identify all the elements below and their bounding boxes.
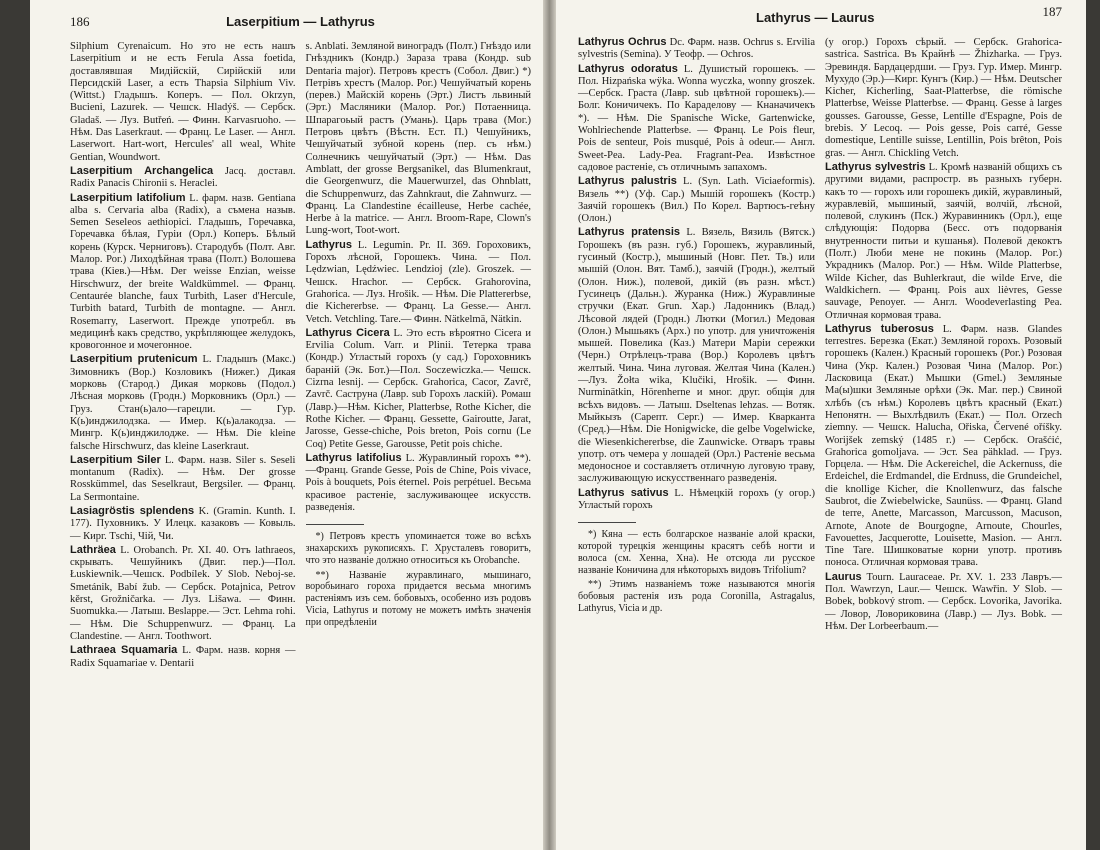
dictionary-entry — [70, 644, 296, 670]
left-running-title: Laserpitium — Lathyrus — [226, 14, 375, 29]
dictionary-entry: Silphium Cyrenaicum. Но это не есть нашъ Laserpitium и не есть Ferula Assa foetida, доставлявшая Мидійскій, Сирійскій или Персидскій Laser, а есть Thapsia Silphium Viv. (Wittst.) Гладышъ. Коперъ. — Пол. Okrzyn, Bucieni, Lazurek. — Чешск. Hladýš. — Сербск. Gladaš. — Луз. Butřeń. — Финн. Karvasruoho. — Нѣм. Das Laserkraut. — Франц. Le Laser. — Англ. Laserwort. Hart-wort, Hercules' all weal, White Gentian, Woundwort. — [70, 41, 296, 163]
dictionary-entry — [70, 454, 296, 504]
dictionary-entry — [578, 36, 815, 62]
entry-text: L. Душистый горошекъ. — Пол. Hizpańska wÿka. Wonna wyczka, wonny groszek.—Сербск. Граста (Лавр. sub цвѣтной горошекъ).— Болг. Коничичекъ. По Караделову — Кнаначичекъ *). — Нѣм. Die Spanische Wicke, Gartenwicke, Wohlriechende Platterbse. — Франц. Le Pois fleur, Pois de senteur, Pois musqué, Pois à odeur.— Англ. Sweet-Pea. Lady-Pea. Fragrant-Pea. Извѣстное садовое растеніе, съ отличнымъ запахомъ. — [578, 63, 815, 173]
entry-text: L. Нѣмецкій горохъ (у огор.) Угластый горохъ — [578, 487, 816, 511]
dictionary-entry: (у огор.) Горохъ сѣрый. — Сербск. Grahorica-sastrica. Sastrica. Въ Крайнѣ — Žhizharka. — Груз. Эревиндя. Бардацердши. — Груз. Гур. Имер. Мингр. Мухудо (Эр.)—Кирг. Кунгъ (Кир.) — Нѣм. Deutscher Kicher, Kicherling, Saat-Platterbse, die römische Platterbse, Weisse Platterbse. — Франц. Gesse à larges gousses. Garousse, Gesse, Lentille d'Espagne, Pois de brebis. У Lecoq. — Pois gesse, Pois carré, Gesse domestique, Lentille suisse, Lentillin, Pois brêton, Pois gras. — Англ. Chickling Vetch. — [825, 37, 1062, 159]
right-column-2 — [825, 36, 1062, 634]
dictionary-entry — [306, 327, 532, 451]
dictionary-entry — [578, 63, 815, 175]
entry-headword: Lathyrus sativus — [578, 486, 669, 499]
entry-headword: Laserpitium Archangelica — [70, 164, 214, 177]
entry-headword: Lasiagröstis splendens — [70, 504, 195, 517]
entry-headword: Lathyrus palustris — [578, 175, 677, 188]
entry-headword: Laserpitium Siler — [70, 453, 161, 466]
entry-headword: Lathyrus Ochrus — [578, 36, 667, 48]
right-running-title: Lathyrus — Laurus — [756, 10, 875, 25]
left-page-number: 186 — [70, 14, 90, 29]
dictionary-entry: s. Anblati. Земляной виноградъ (Полт.) Гнѣздо или Гнѣздникъ (Кондр.) Зараза трава (Кондр. sub Dentaria major). Петровъ крестъ (Собол. Двиг.) *) Петрівъ хрестъ (Малор. Рог.) Чешуйчатый корень (перев.) Майскій корень (Эрт.) Листъ львиный (Эрт.) Масляники (Малор. Рог.) Потаенница. Шпарагоьый растъ (Умань). Царь трава (Мог.) Петровъ цвѣтъ (Вѣстн. Ест. П.) Чешуйникъ, Чешуйчатый зубной корень (пер. съ нѣм.) Солнечникъ чешуйчатый (Эрт.) — Нѣм. Das Amblatt, der grosse Bergsanikel, das Blumenkraut, die Georgenwurz, die Mauerwurzel, das Ohnblatt, die Schuppenwurz, das Zahnkraut, die Zahnwurz. — Франц. La Clandestine écailleuse, Herbe cachée, Herbe à la matrice. — Англ. Broom-Rape, Clown's Lung-wort, Toot-wort. — [305, 41, 531, 237]
dictionary-entry — [306, 452, 532, 514]
entry-text: L. Гладышъ (Макс.) Зимовникъ (Вор.) Козловикъ (Нижег.) Дикая морковь (Старод.) Дикая морковь (Подол.) Лѣсная морковь (Гродн.) Морковникъ (Орл.) — Груз. Стан(ь)ало—гарецли. — Гур. К(ь)инджилодзка. — Имер. К(ь)алакодза. — Мингр. К(ь)инджилодже. — Нѣм. Die kleine falsche Hirschwurz, das kleine Laserkraut. — [70, 354, 296, 452]
entry-text: L. Кромѣ названій общихъ съ другими видами, распростр. въ разныхъ губерн. какъ то — горохъ или горошекъ дикій, журавлиный, журавлевій, мышиный, заячій, волчій, лѣсной, полевой, слукинъ (Пск.) Журавинникъ (Орл.), еще слѣдующія: Подорва (Бесс. отъ подорванія внутренности питьи и кушанья). Полевой декоктъ (Полт.) Люби мене не покинь (Малор. Рог.) Украдникъ (Малор. Рог.) — Нѣм. Wilde Platterbse, Wilde Kicher, das Buhlerkraut, die wilde Erve, die Waldkichern. — Франц. Pois aux lièvres, Gesse sauvage, Penoyer. — Англ. Woodeverlasting Pea. Отличная кормовая трава. — [825, 161, 1063, 321]
entry-headword: Lathraea Squamaria — [70, 644, 178, 657]
left-page — [30, 0, 543, 850]
left-column-1 — [70, 40, 296, 671]
entry-text: L. Фарм. назв. Siler s. Seseli montanum (Radix). — Нѣм. Der grosse Rosskümmel, das Seselkraut, Bergsiler. — Франц. La Sermontaine. — [70, 454, 296, 503]
footnote: *) Кяна — есть болгарское названіе алой краски, которой турецкія женщины красятъ себѣ ногти и волоса (см. Хенна, Хна). Не отсюда ли русское названіе Коничина для нѣкоторыхъ видовъ Trifolium? — [578, 529, 815, 576]
entry-text: L. Это есть вѣроятно Cicera и Ervilia Colum. Varr. и Plinii. Тетерка трава (Кондр.) Угластый горохъ (у сад.) Гороховникъ бараній (Эк. Бот.)—Пол. Soczewiczka.— Чешск. Cizrna lesnij. — Сербск. Grahorica, Cacor, Zavrč, Zavrč. Саструна (Лавр. sub Горохъ ласкій). Ромаш (Лавр.)—Нѣм. Kicher, Platterbse, Rothe Kicher, die Rothe Kicher. — Франц. Gessette, Gairoutte, Jarat, Jarosse, Gesse-chiche, Pois breton, Pois cornu (Le Coq) Petite Gesse, Garousse, Petit pois chiche. — [305, 327, 531, 450]
footnote: *) Петровъ крестъ упоминается тоже во всѣхъ знахарскихъ рукописяхъ. Г. Хрусталевъ говоритъ, что это названіе должно относиться къ Orobanche. — [305, 531, 531, 566]
dictionary-entry — [825, 161, 1062, 322]
dictionary-entry — [70, 544, 296, 643]
dictionary-entry — [70, 505, 296, 543]
dictionary-entry — [578, 175, 815, 225]
book-gutter — [543, 0, 556, 850]
entry-headword: Laserpitium latifolium — [70, 191, 186, 204]
dictionary-entry — [70, 165, 296, 191]
dictionary-entry — [70, 353, 296, 452]
dictionary-entry — [70, 192, 296, 353]
footnote: **) Названіе журавлинаго, мышинаго, воробьинаго гороха придается весьма многимъ растеніямъ изъ сем. бобовыхъ, особенно изъ родовъ Vicia, Lathyrus и потому не можетъ имѣть значенія при опредѣленіи — [305, 569, 531, 628]
entry-headword: Lathräea — [70, 543, 116, 556]
entry-headword: Lathyrus tuberosus — [825, 322, 934, 335]
entry-text: L. Legumin. Pr. II. 369. Гороховикъ, Горохъ лѣсной, Горошекъ. Чина. — Пол. Lędzwian, Lędźwiec. Lendzioj (zle). Groszek. — Чешск. Hrachor. — Сербск. Grahorovina, Grahorica. — Луз. Hrošik. — Нѣм. Die Plattererbse, die Kichererbse. — Франц. La Gesse.— Англ. Vetch. Vetchling. Tare.— Финн. Nätkelmä, Nätkin. — [305, 239, 531, 325]
entry-headword: Laserpitium prutenicum — [70, 353, 198, 366]
right-column-1 — [578, 36, 815, 634]
entry-text: L. Фарм. назв. корня — Radix Squamariae v. Dentarii — [70, 645, 296, 669]
footnote: **) Этимъ названіемъ тоже называются многія бобовыя растенія изъ рода Coronilla, Astragalus, Lathyrus, Vicia и др. — [578, 579, 815, 615]
dictionary-entry — [578, 487, 815, 513]
right-page-number: 187 — [1042, 4, 1062, 19]
right-page — [556, 0, 1086, 850]
entry-text: L. Orobanch. Pr. XI. 40. Отъ lathraeos, скрывать. Чешуйникъ (Двиг. пер.)—Пол. Łuskiewnik.—Чешск. Podbílek. У Slob. Neboj-se. Smetánik, Babí žub. — Сербск. Potajnica, Petrov kěrst, Grožničarka. — Луз. Lišawa. — Финн. Suomukka.— Латыш. Beslappe.— Эст. Lehma rohi. — Нѣм. Die Schuppenwurz. — Франц. La Clandestine. — Англ. Toothwort. — [70, 544, 296, 642]
entry-text: L. Фарм. назв. Glandes terrestres. Березка (Екат.) Земляной горохъ. Розовый горошекъ (Кален.) Красный горошекъ (Рог.) Розовая Чина (Укр. Кален.) Розовая Чина (Малор. Рог.) Ласковица (Екат.) Мышки (Gmel.) Земляные Ма(ы)шки Земляные орѣхи (Эк. Маг. пер.) Свиной хлѣбъ (съ нѣм.) Королевъ цвѣтъ красный (Екат.) Непонятн. — Выхлѣдвилъ (Екат.) — Пол. Orzech ziemny. — Чешск. Halucha, Ořiska, Červené oříšky. Worijšek zemský (1485 г.) — Сербск. Orašćić, Grahorica gomoljava. — Эст. Sea pähklad. — Груз. Горцела. — Нѣм. Die Ackereichel, die Ackernuss, die Erdeichel, die Erdmandel, die Erdnuss, die Grundeichel, die knollige Kicher, die Knollenwurz, das falsche Saubrot, die Zwiebelwicke, Saunüss. — Франц. Gland de terre, Anette, Marcasson, Marcusson, Macuson, Arnote, Anote de Bourgogne, Arnoute, Chourles, Favouettes, Jacquerotte, Louisette, Masion. — Англ. Tine Tare. Шишковатые корни употр. противъ поноса. Отличная кормовая трава. — [825, 323, 1063, 569]
footnote-rule — [578, 522, 636, 523]
dictionary-entry — [306, 239, 532, 326]
entry-text: L. Журавлиный горохъ **).—Франц. Grande Gesse, Pois de Chine, Pois vivace, Pois à bouquets, Pois éternel. Pois perpétuel. Весьма красивое растеніе, заслуживающее искусств. разведенія. — [305, 452, 531, 513]
entry-headword: Lathyrus — [305, 238, 352, 251]
entry-text: Dc. Фарм. назв. Ochrus s. Ervilia sylvestris (Semina). У Теофр. — Ochros. — [578, 37, 816, 61]
right-running-head — [578, 4, 1062, 28]
entry-headword: Lathyrus sylvestris — [825, 160, 926, 173]
entry-text: L. Вязель, Вязиль (Вятск.) Горошекъ (въ разн. губ.) Горошекъ, журавлиный, гусиный (Костр.), мышиный (Новг. Пет. Тв.) или мышій (Олон. Вят. Тамб.), заячій (Гродн.), желтый (Олон. Ниж.), полевой, дикій (въ разн. мѣст.) Гусинецъ (Дальн.). Журанка (Ниж.) Журавлиные стручки (Екат. Grun. Хар.) Ладонникъ (Влад.) Лѣсовой лядей (Гродн.) Лютки (Могил.) Медовая (Олон.) Мышьякъ (Арх.) по употр. для уничтоженія мышей. Повелика (Каз.) Матери Маріи сережки (Черн.) Отрѣлецъ-трава (Вор.) Королевъ цвѣтъ желтый. Чина. Чина луговая. Желтая Чина (Кален.)—Луз. Žołta wika, Klučiki, Hrošik. — Финн. Nurminätkin, Hörenherne и мног. друг. общія для всѣхъ видовъ. — Латыш. Dseltenas lehzas. — Вотяк. Мыйкызъ (Сарепт. Серг.) — Имер. Кварканта (Сред.)—Нѣм. Die Honigwicke, die gelbe Vogelwicke, die Wiesenkichererbse, die Zaunwicke. Отваръ травы употр. отъ чемера у лошадей (Орл.) Растеніе весьма медоносное и составляетъ отличную луговую траву, заслуживающую искусственнаго разведенія. — [578, 227, 815, 485]
dictionary-entry — [578, 226, 815, 485]
footnote-rule — [306, 524, 364, 525]
entry-text: Tourn. Lauraceae. Pr. XV. 1. 233 Лавръ.—Пол. Wawrzyn, Laur.— Чешск. Wawřin. У Slob. — Bobek, bobkový strom. — Сербск. Lovorika, Javorika. — Ловор, Ловориковина (Лавр.) — Луз. Bobk. — Нѣм. Der Lorbeerbaum.— — [825, 571, 1062, 632]
entry-headword: Lathyrus odoratus — [578, 62, 678, 75]
dictionary-entry — [825, 323, 1062, 570]
left-column-2 — [306, 40, 532, 671]
entry-text: Jacq. доставл. Radix Panacis Chironii s. Heraclei. — [70, 165, 296, 190]
entry-text: L. фарм. назв. Gentiana alba s. Cervaria alba (Radix), а съмена назыв. Semen Seseleos aethiopici. Гладышъ, Горечавка, Горечавка бѣлая, Гуріи (Орл.) Коперъ. Бѣлый корень (Курск. Черниговъ). Стародубъ (Полт. Авг. Малор. Рог.) Лиходѣйная трава (Полт.) Волошева трава (Кіев.)—Нѣм. Der weisse Enzian, weisse Hirschwurz, der breite Waldkümmel. — Франц. Centaurée blanche, faux Turbith, Laser d'Hercule, Turbith batard, Turbith de montagne. — Англ. Rosemarry, Laserwort. Прежде употребл. въ медицинѣ какъ средство, укрѣпляющее желудокъ, кровогонное и мочегонное. — [70, 192, 296, 352]
entry-headword: Laurus — [825, 570, 862, 583]
entry-headword: Lathyrus latifolius — [305, 451, 402, 464]
entry-text: K. (Gramin. Kunth. I. 177). Пуховникъ. У Илецк. казаковъ — Ковыль. — Кирг. Тschi, Чій, Чи. — [70, 505, 296, 542]
left-running-head — [70, 14, 531, 32]
entry-headword: Lathyrus pratensis — [578, 226, 681, 239]
entry-headword: Lathyrus Cicera — [305, 326, 390, 339]
dictionary-entry — [825, 571, 1062, 633]
entry-text: L. (Syn. Lath. Viciaeformis). Вязель **) (Уф. Сар.) Мышій горошекъ (Костр.) Заячій горошекъ (Вил.) По Корел. Вартюсъ-геѣну (Олон.) — [578, 176, 815, 225]
